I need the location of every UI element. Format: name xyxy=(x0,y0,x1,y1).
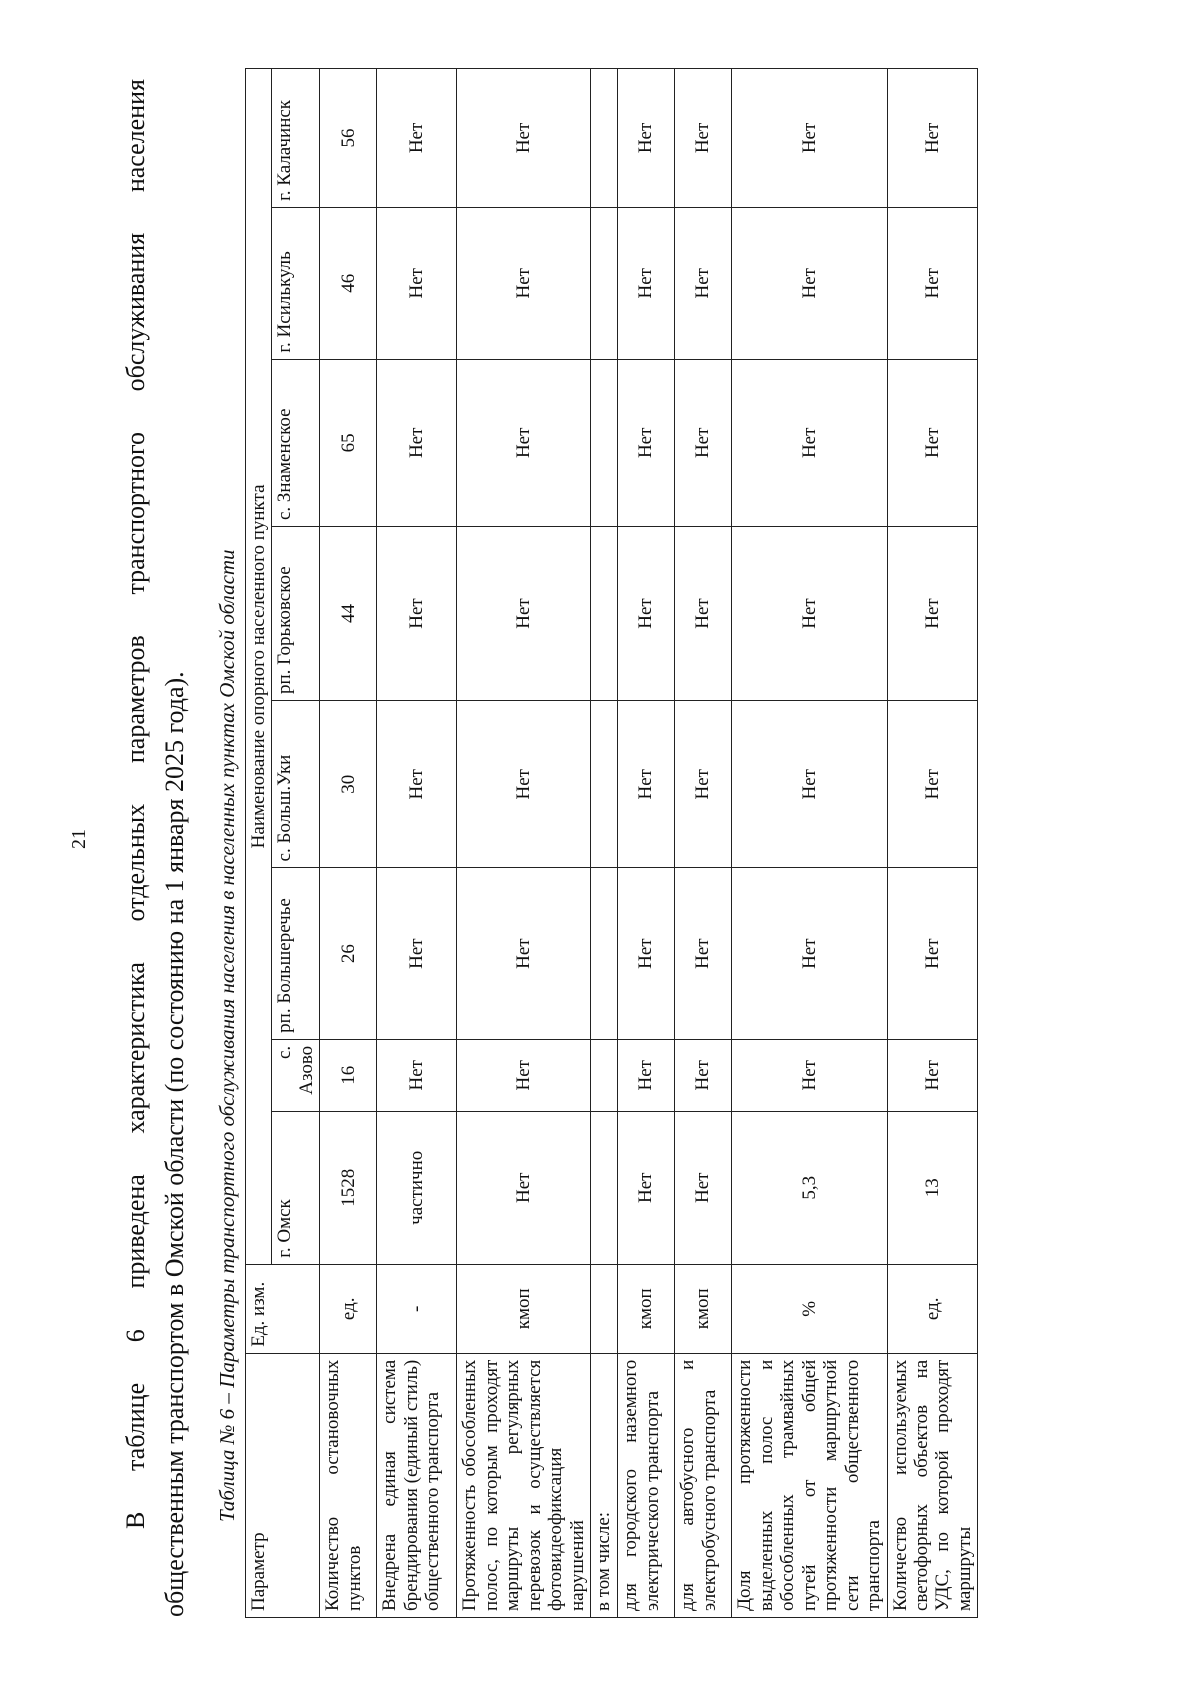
table-row xyxy=(591,69,618,1618)
value-cell xyxy=(591,207,618,359)
value-cell: Нет xyxy=(675,359,732,526)
value-cell: 26 xyxy=(320,868,377,1039)
value-cell: Нет xyxy=(618,868,675,1039)
value-cell: Нет xyxy=(675,1039,732,1111)
value-cell: Нет xyxy=(618,527,675,701)
value-cell: 65 xyxy=(320,359,377,526)
unit-cell xyxy=(591,1264,618,1353)
table-row xyxy=(618,69,675,1618)
value-cell: Нет xyxy=(732,527,887,701)
table-row xyxy=(377,69,457,1618)
value-cell xyxy=(591,701,618,868)
value-cell: Нет xyxy=(887,868,978,1039)
value-cell xyxy=(591,868,618,1039)
value-cell: Нет xyxy=(887,207,978,359)
header-unit: Ед. изм. xyxy=(246,1264,320,1353)
table-row xyxy=(320,69,377,1618)
header-settlement-group: Наименование опорного населенного пункта xyxy=(246,69,272,1265)
value-cell: Нет xyxy=(457,527,591,701)
value-cell: 44 xyxy=(320,527,377,701)
value-cell: Нет xyxy=(732,207,887,359)
value-cell: Нет xyxy=(377,207,457,359)
value-cell: Нет xyxy=(457,1039,591,1111)
value-cell: Нет xyxy=(618,1039,675,1111)
value-cell: 5,3 xyxy=(732,1111,887,1264)
value-cell: Нет xyxy=(732,359,887,526)
unit-cell: % xyxy=(732,1264,887,1353)
value-cell: Нет xyxy=(457,868,591,1039)
value-cell: Нет xyxy=(887,701,978,868)
unit-cell: - xyxy=(377,1264,457,1353)
value-cell: Нет xyxy=(675,868,732,1039)
value-cell: Нет xyxy=(732,1039,887,1111)
value-cell: Нет xyxy=(457,69,591,208)
value-cell: Нет xyxy=(377,69,457,208)
value-cell: Нет xyxy=(618,69,675,208)
value-cell: 30 xyxy=(320,701,377,868)
value-cell: частично xyxy=(377,1111,457,1264)
value-cell xyxy=(591,527,618,701)
value-cell: Нет xyxy=(618,701,675,868)
parameter-name: Доля протяженности выделенных полос и обособленных трамвайных путей от общей протяженности маршрутной сети общественного транспорта xyxy=(732,1353,887,1617)
parameter-name: для автобусного и электробусного транспорта xyxy=(675,1353,732,1617)
value-cell: Нет xyxy=(675,701,732,868)
value-cell: Нет xyxy=(457,207,591,359)
value-cell: Нет xyxy=(732,868,887,1039)
unit-cell: кмоп xyxy=(675,1264,732,1353)
intro-paragraph-line2: общественным транспортом в Омской области (по состоянию на 1 января 2025 года). xyxy=(160,671,189,1617)
header-city: с. Больш.Уки xyxy=(272,701,320,868)
parameters-table xyxy=(245,68,978,1618)
header-city: с. Азово xyxy=(272,1039,320,1111)
header-city: г. Калачинск xyxy=(272,69,320,208)
value-cell: Нет xyxy=(887,69,978,208)
value-cell: Нет xyxy=(732,701,887,868)
value-cell: Нет xyxy=(377,359,457,526)
header-parameter: Параметр xyxy=(246,1353,320,1617)
value-cell: Нет xyxy=(675,69,732,208)
value-cell: 13 xyxy=(887,1111,978,1264)
header-city: с. Знаменское xyxy=(272,359,320,526)
header-city: рп. Большеречье xyxy=(272,868,320,1039)
parameter-name: Количество остановочных пунктов xyxy=(320,1353,377,1617)
value-cell: Нет xyxy=(675,207,732,359)
header-city: г. Омск xyxy=(272,1111,320,1264)
value-cell xyxy=(591,359,618,526)
value-cell: Нет xyxy=(887,359,978,526)
value-cell: Нет xyxy=(732,69,887,208)
parameter-name: Протяженность обособленных полос, по которым проходят маршруты регулярных перевозок и осуществляется фотовидеофиксация нарушений xyxy=(457,1353,591,1617)
table-row xyxy=(675,69,732,1618)
table-caption: Таблица № 6 – Параметры транспортного обслуживания населения в населенных пунктах Омской области xyxy=(215,549,239,1522)
unit-cell: кмоп xyxy=(618,1264,675,1353)
value-cell xyxy=(591,69,618,208)
header-city: г. Исилькуль xyxy=(272,207,320,359)
parameter-name: в том числе: xyxy=(591,1353,618,1617)
value-cell: Нет xyxy=(618,359,675,526)
header-city: рп. Горьковское xyxy=(272,527,320,701)
value-cell: Нет xyxy=(887,527,978,701)
value-cell: Нет xyxy=(377,868,457,1039)
unit-cell: кмоп xyxy=(457,1264,591,1353)
table-row xyxy=(457,69,591,1618)
parameter-name: Количество используемых светофорных объектов на УДС, по которой проходят маршруты xyxy=(887,1353,978,1617)
value-cell: 56 xyxy=(320,69,377,208)
intro-paragraph-line1: В таблице 6 приведена характеристика отдельных параметров транспортного обслуживания населения xyxy=(121,79,150,1529)
table-row xyxy=(732,69,887,1618)
value-cell: Нет xyxy=(675,527,732,701)
value-cell: 46 xyxy=(320,207,377,359)
value-cell: Нет xyxy=(457,359,591,526)
value-cell: Нет xyxy=(618,207,675,359)
value-cell: Нет xyxy=(618,1111,675,1264)
value-cell xyxy=(591,1111,618,1264)
unit-cell: ед. xyxy=(320,1264,377,1353)
value-cell: 16 xyxy=(320,1039,377,1111)
unit-cell: ед. xyxy=(887,1264,978,1353)
value-cell: Нет xyxy=(457,701,591,868)
page-number: 21 xyxy=(68,829,90,849)
table-row xyxy=(887,69,978,1618)
value-cell: Нет xyxy=(377,701,457,868)
value-cell: Нет xyxy=(377,1039,457,1111)
parameter-name: для городского наземного электрического транспорта xyxy=(618,1353,675,1617)
value-cell: 1528 xyxy=(320,1111,377,1264)
value-cell: Нет xyxy=(887,1039,978,1111)
value-cell: Нет xyxy=(377,527,457,701)
value-cell: Нет xyxy=(675,1111,732,1264)
value-cell xyxy=(591,1039,618,1111)
value-cell: Нет xyxy=(457,1111,591,1264)
parameter-name: Внедрена единая система брендирования (единый стиль) общественного транспорта xyxy=(377,1353,457,1617)
